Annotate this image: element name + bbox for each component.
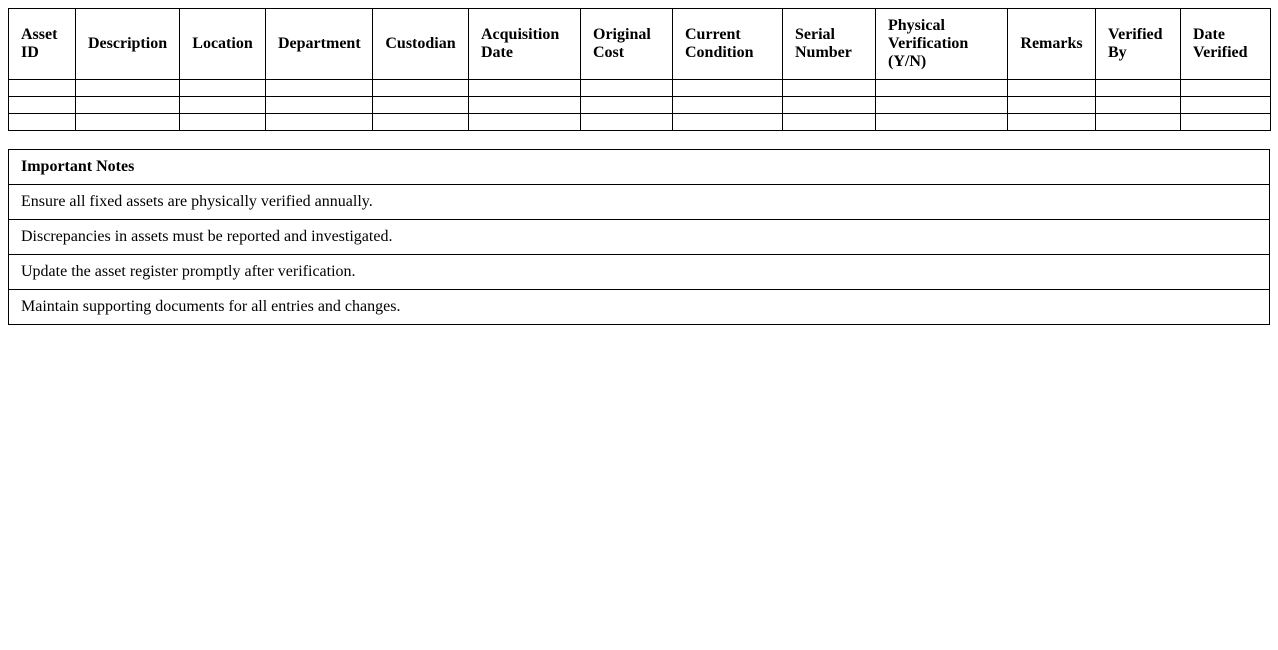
table-cell[interactable] [180,80,266,97]
column-header-date-verified: Date Verified [1181,9,1271,80]
list-item [9,290,1270,325]
column-header-department: Department [266,9,373,80]
table-cell[interactable] [1096,97,1181,114]
table-cell[interactable] [1008,80,1096,97]
column-header-acquisition-date: Acquisition Date [469,9,581,80]
table-cell[interactable] [373,97,469,114]
table-cell[interactable] [876,97,1008,114]
column-header-location: Location [180,9,266,80]
table-cell[interactable] [9,97,76,114]
table-cell[interactable] [876,80,1008,97]
table-row [9,114,1271,131]
column-header-serial-number: Serial Number [783,9,876,80]
table-cell[interactable] [76,114,180,131]
table-cell[interactable] [783,97,876,114]
table-cell[interactable] [9,80,76,97]
table-cell[interactable] [469,80,581,97]
list-item [9,220,1270,255]
column-header-custodian: Custodian [373,9,469,80]
notes-header-row [9,150,1270,185]
table-cell[interactable] [1008,97,1096,114]
column-header-physical-verification: Physical Verification (Y/N) [876,9,1008,80]
table-cell[interactable] [469,97,581,114]
table-cell[interactable] [783,114,876,131]
table-cell[interactable] [1008,114,1096,131]
note-text: Ensure all fixed assets are physically verified annually. [9,185,1270,220]
table-cell[interactable] [581,80,673,97]
table-cell[interactable] [180,97,266,114]
column-header-description: Description [76,9,180,80]
table-cell[interactable] [581,97,673,114]
table-cell[interactable] [673,97,783,114]
note-text: Maintain supporting documents for all entries and changes. [9,290,1270,325]
table-cell[interactable] [673,80,783,97]
table-cell[interactable] [76,97,180,114]
column-header-verified-by: Verified By [1096,9,1181,80]
table-cell[interactable] [9,114,76,131]
table-header-row [9,9,1271,80]
table-row [9,80,1271,97]
table-row [9,97,1271,114]
list-item [9,185,1270,220]
column-header-original-cost: Original Cost [581,9,673,80]
column-header-asset-id: Asset ID [9,9,76,80]
table-cell[interactable] [266,97,373,114]
table-cell[interactable] [76,80,180,97]
table-cell[interactable] [673,114,783,131]
table-cell[interactable] [581,114,673,131]
table-cell[interactable] [1181,80,1271,97]
table-cell[interactable] [1181,114,1271,131]
column-header-current-condition: Current Condition [673,9,783,80]
table-cell[interactable] [1181,97,1271,114]
table-cell[interactable] [469,114,581,131]
list-item [9,255,1270,290]
important-notes-table [8,149,1270,325]
note-text: Update the asset register promptly after verification. [9,255,1270,290]
table-cell[interactable] [783,80,876,97]
notes-title: Important Notes [9,150,1270,185]
table-cell[interactable] [1096,114,1181,131]
table-cell[interactable] [876,114,1008,131]
table-cell[interactable] [266,114,373,131]
column-header-remarks: Remarks [1008,9,1096,80]
note-text: Discrepancies in assets must be reported and investigated. [9,220,1270,255]
table-cell[interactable] [373,114,469,131]
table-cell[interactable] [266,80,373,97]
asset-register-table [8,8,1271,131]
table-cell[interactable] [1096,80,1181,97]
table-cell[interactable] [180,114,266,131]
table-cell[interactable] [373,80,469,97]
